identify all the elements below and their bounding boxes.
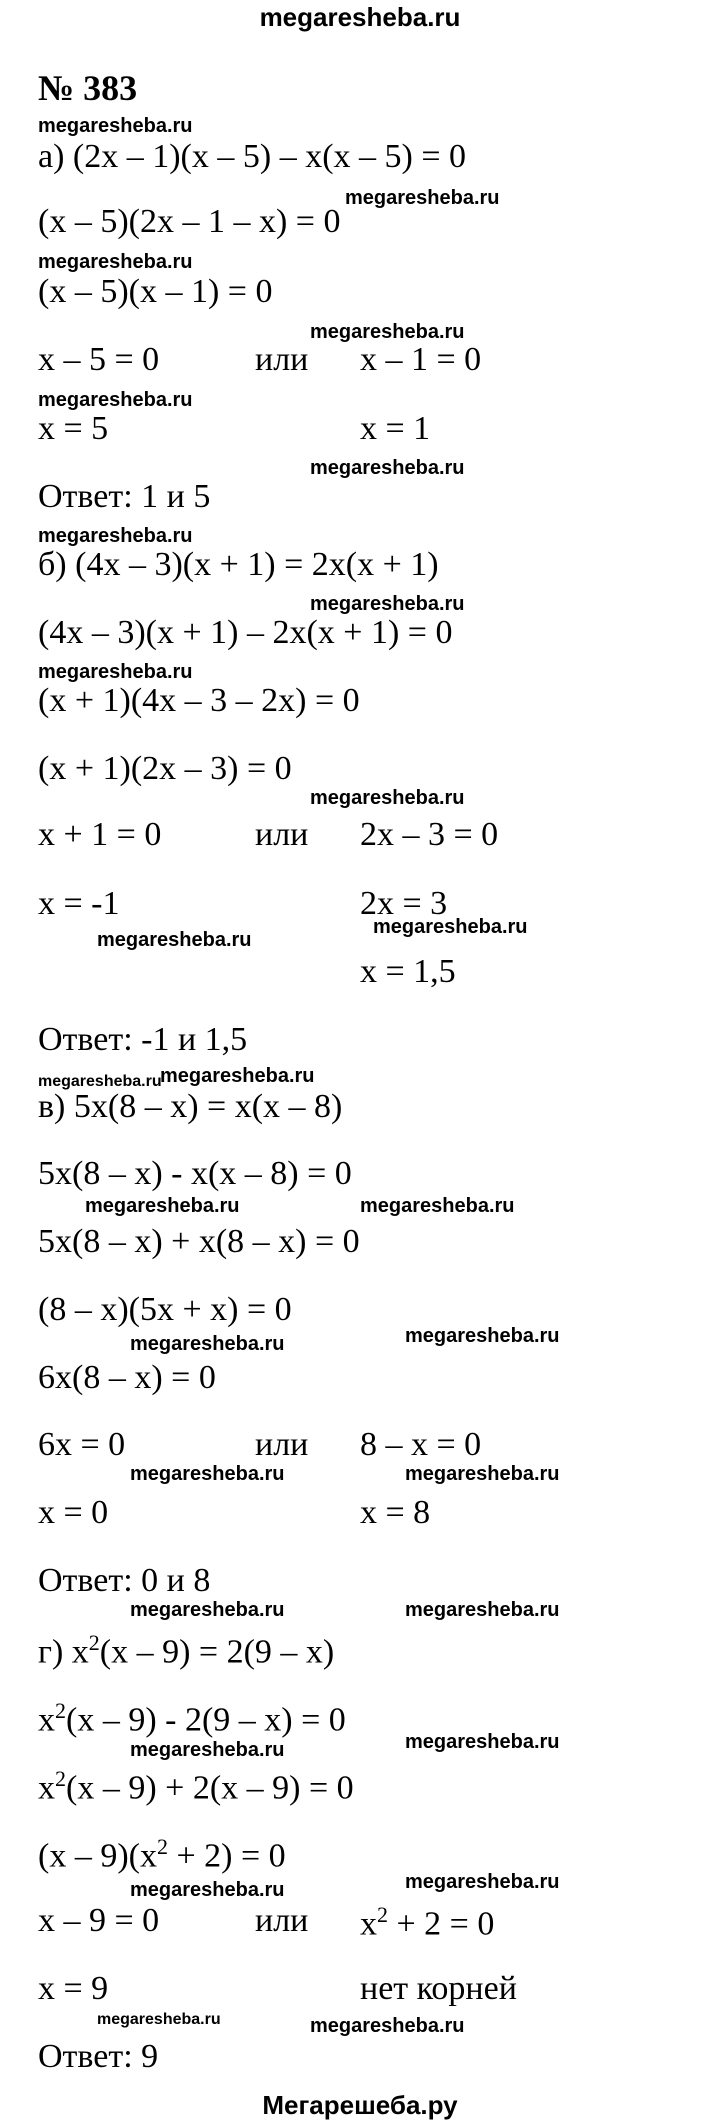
watermark: megaresheba.ru <box>310 593 465 615</box>
line-c6-right: 8 – x = 0 <box>360 1426 482 1463</box>
watermark: megaresheba.ru <box>38 115 193 137</box>
line-d5-mid: или <box>255 1902 309 1939</box>
watermark: megaresheba.ru <box>405 1325 560 1347</box>
watermark: megaresheba.ru <box>38 661 193 683</box>
line-a5-left: x = 5 <box>38 410 109 447</box>
watermark: megaresheba.ru <box>405 1731 560 1753</box>
line-c6-left: 6x = 0 <box>38 1426 126 1463</box>
watermark: megaresheba.ru <box>405 1463 560 1485</box>
line-c1: в) 5x(8 – x) = x(x – 8) <box>38 1088 343 1125</box>
problem-number: № 383 <box>38 68 138 108</box>
line-c4: (8 – x)(5x + x) = 0 <box>38 1291 292 1328</box>
site-header: megaresheba.ru <box>259 2 461 32</box>
line-b3: (x + 1)(4x – 3 – 2x) = 0 <box>38 682 360 719</box>
line-c2: 5x(8 – x) - x(x – 8) = 0 <box>38 1155 352 1192</box>
line-b4: (x + 1)(2x – 3) = 0 <box>38 750 292 787</box>
line-b5-right: 2x – 3 = 0 <box>360 816 499 853</box>
line-d5-right: $x^2 + 2 = 0$ <box>360 1902 495 1943</box>
site-footer: Мегарешеба.ру <box>262 2090 458 2120</box>
watermark: megaresheba.ru <box>38 1073 162 1090</box>
line-c7-right: x = 8 <box>360 1494 431 1531</box>
line-d6-right: нет корней <box>360 1970 517 2007</box>
line-d6-left: x = 9 <box>38 1970 109 2007</box>
answer-b: Ответ: -1 и 1,5 <box>38 1021 248 1058</box>
exponent: 2 <box>88 1630 100 1655</box>
watermark: megaresheba.ru <box>38 525 193 547</box>
watermark: megaresheba.ru <box>38 251 193 273</box>
line-a3: (x – 5)(x – 1) = 0 <box>38 273 273 310</box>
line-c3: 5x(8 – x) + x(8 – x) = 0 <box>38 1223 360 1260</box>
exponent: 2 <box>55 1698 66 1723</box>
watermark: megaresheba.ru <box>130 1463 285 1485</box>
line-c6-mid: или <box>255 1426 309 1463</box>
answer-d: Ответ: 9 <box>38 2038 159 2075</box>
line-d3: $x^2(x - 9) + 2(x - 9) = 0$ <box>38 1766 354 1807</box>
watermark: megaresheba.ru <box>310 787 465 809</box>
watermark: megaresheba.ru <box>310 457 465 479</box>
line-b6-left: x = -1 <box>38 885 120 922</box>
watermark: megaresheba.ru <box>160 1065 315 1087</box>
line-a4-mid: или <box>255 341 309 378</box>
line-b5-left: x + 1 = 0 <box>38 816 162 853</box>
watermark: megaresheba.ru <box>373 916 528 938</box>
line-b7-right: x = 1,5 <box>360 953 456 990</box>
watermark: megaresheba.ru <box>130 1879 285 1901</box>
line-b6-right: 2x = 3 <box>360 885 448 922</box>
line-a4-left: x – 5 = 0 <box>38 341 160 378</box>
watermark: megaresheba.ru <box>405 1871 560 1893</box>
line-a2: (x – 5)(2x – 1 – x) = 0 <box>38 203 341 240</box>
exponent: 2 <box>55 1766 66 1791</box>
watermark: megaresheba.ru <box>405 1599 560 1621</box>
watermark: megaresheba.ru <box>360 1195 515 1217</box>
line-c7-left: x = 0 <box>38 1494 109 1531</box>
watermark: megaresheba.ru <box>130 1599 285 1621</box>
exponent: 2 <box>377 1902 388 1927</box>
line-d2: $x^2(x - 9) - 2(9 - x) = 0$ <box>38 1698 346 1739</box>
line-a5-right: x = 1 <box>360 410 431 447</box>
watermark: megaresheba.ru <box>97 929 252 951</box>
line-a1: а) (2x – 1)(x – 5) – x(x – 5) = 0 <box>38 138 467 175</box>
watermark: megaresheba.ru <box>130 1333 285 1355</box>
watermark: megaresheba.ru <box>345 187 500 209</box>
line-b5-mid: или <box>255 816 309 853</box>
line-a4-right: x – 1 = 0 <box>360 341 482 378</box>
line-b1: б) (4x – 3)(x + 1) = 2x(x + 1) <box>38 546 439 583</box>
answer-c: Ответ: 0 и 8 <box>38 1562 211 1599</box>
line-d5-left: x – 9 = 0 <box>38 1902 160 1939</box>
exponent: 2 <box>156 1834 168 1859</box>
watermark: megaresheba.ru <box>310 321 465 343</box>
watermark: megaresheba.ru <box>310 2015 465 2037</box>
line-d1: г) $x^2(x - 9) = 2(9 - x)$ <box>38 1630 335 1671</box>
watermark: megaresheba.ru <box>97 2011 221 2028</box>
watermark: megaresheba.ru <box>38 389 193 411</box>
watermark: megaresheba.ru <box>85 1195 240 1217</box>
line-d4: $(x - 9)(x^2 + 2) = 0$ <box>38 1834 286 1875</box>
watermark: megaresheba.ru <box>130 1739 285 1761</box>
answer-a: Ответ: 1 и 5 <box>38 478 211 515</box>
line-c5: 6x(8 – x) = 0 <box>38 1359 216 1396</box>
line-b2: (4x – 3)(x + 1) – 2x(x + 1) = 0 <box>38 614 453 651</box>
